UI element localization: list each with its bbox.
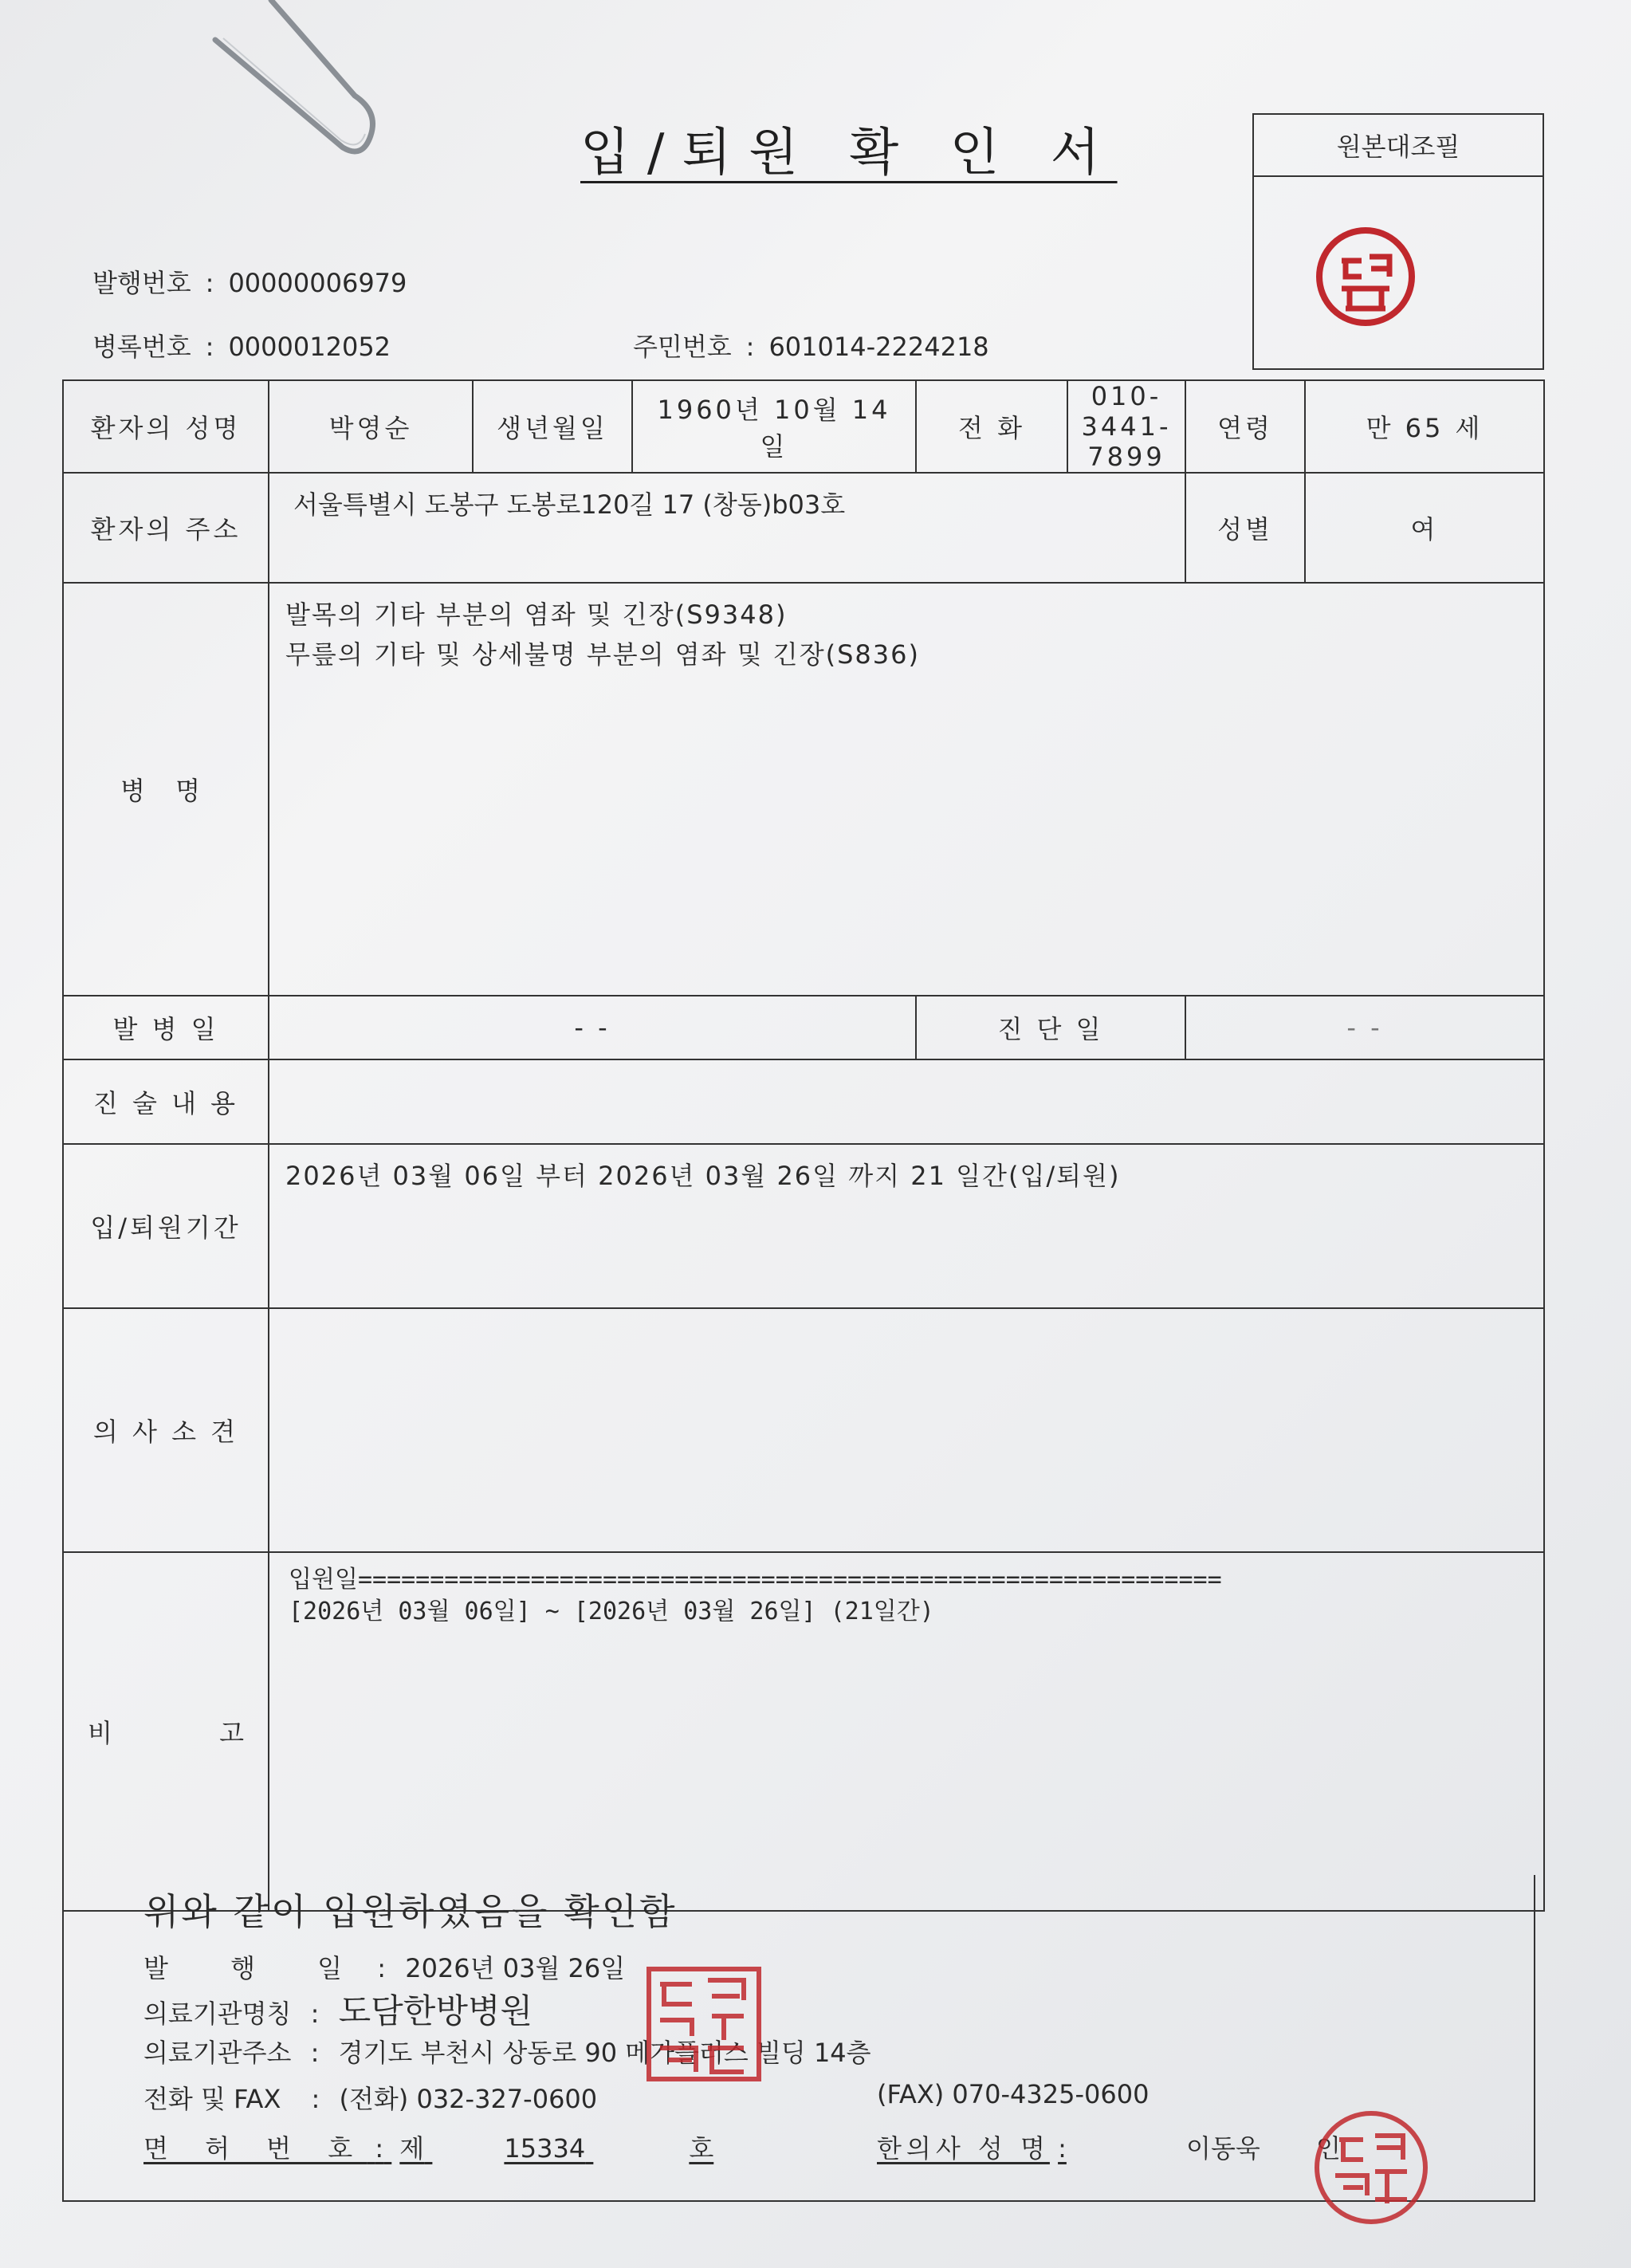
patient-name: 박영순 xyxy=(269,380,473,473)
diagnosis-date-label: 진 단 일 xyxy=(916,996,1185,1059)
colon: : xyxy=(311,2084,320,2114)
doctor-seal-icon xyxy=(1311,2108,1431,2227)
issue-date-label: 발 행 일 xyxy=(143,1953,370,1983)
doctor-line xyxy=(877,2128,1341,2165)
colon: : xyxy=(377,1953,387,1983)
institution-seal-icon xyxy=(644,1964,764,2084)
license-suffix: 호 xyxy=(689,2133,714,2164)
institution-address-label: 의료기관주소 xyxy=(143,2038,292,2068)
remarks-label xyxy=(63,1552,269,1911)
resident-number-value: 601014-2224218 xyxy=(768,332,989,362)
institution-address: 경기도 부천시 상동로 90 메가플러스 빌딩 14층 xyxy=(338,2038,871,2068)
institution-name-label: 의료기관명칭 xyxy=(143,1999,292,2029)
opinion-value xyxy=(269,1308,1544,1552)
license-line xyxy=(143,2128,713,2165)
colon: : xyxy=(310,1999,320,2029)
confirmation-footer xyxy=(62,1875,1535,2202)
age-value: 만 65 세 xyxy=(1305,380,1544,473)
colon: : xyxy=(745,332,755,362)
fax-value: (FAX) 070-4325-0600 xyxy=(877,2079,1150,2109)
address-value: 서울특별시 도봉구 도봉로120길 17 (창동)b03호 xyxy=(269,473,1185,583)
resident-number-label: 주민번호 xyxy=(633,332,732,362)
verification-box-header: 원본대조필 xyxy=(1254,115,1543,177)
sex-label: 성별 xyxy=(1185,473,1305,583)
colon: : xyxy=(205,268,214,298)
phone-value: 010-3441-7899 xyxy=(1067,380,1185,473)
paperclip-icon xyxy=(199,0,391,159)
period-label: 입/퇴원기간 xyxy=(63,1144,269,1308)
colon: : xyxy=(1058,2133,1067,2164)
remarks-value xyxy=(269,1552,1544,1911)
opinion-label: 의 사 소 견 xyxy=(63,1308,269,1552)
onset-label: 발 병 일 xyxy=(63,996,269,1059)
issue-number-line xyxy=(92,263,407,300)
address-label: 환자의 주소 xyxy=(63,473,269,583)
birth-label: 생년월일 xyxy=(473,380,632,473)
doctor-label: 한의사 성 명 xyxy=(877,2133,1050,2164)
patient-name-label: 환자의 성명 xyxy=(63,380,269,473)
issue-number-label: 발행번호 xyxy=(92,268,191,298)
diagnosis-line-1: 발목의 기타 부분의 염좌 및 긴장(S9348) xyxy=(285,599,788,630)
resident-number-line xyxy=(633,327,989,364)
colon: : xyxy=(375,2133,384,2164)
sex-value: 여 xyxy=(1305,473,1544,583)
diagnosis-date-value: - - xyxy=(1185,996,1544,1059)
phone-label: 전 화 xyxy=(916,380,1067,473)
remarks-label-1: 비 xyxy=(88,1718,112,1748)
admission-form-table xyxy=(62,379,1545,1912)
diagnosis-line-2: 무릎의 기타 및 상세불명 부분의 염좌 및 긴장(S836) xyxy=(285,639,920,670)
issue-date-line xyxy=(143,1948,625,1985)
doctor-seal-mark: 인 xyxy=(1315,2133,1341,2164)
diagnosis-label-text: 병 명 xyxy=(120,776,211,806)
statement-label: 진 술 내 용 xyxy=(63,1059,269,1144)
issue-number-value: 00000006979 xyxy=(228,268,407,298)
license-prefix: 제 xyxy=(399,2133,425,2164)
colon: : xyxy=(310,2038,320,2068)
colon: : xyxy=(205,332,214,362)
verification-seal-icon xyxy=(1314,225,1417,328)
remarks-label-2: 고 xyxy=(219,1718,244,1748)
institution-name-line xyxy=(143,1985,533,2033)
diagnosis-label xyxy=(63,583,269,996)
confirmation-statement: 위와 같이 입원하였음을 확인함 xyxy=(143,1890,678,1933)
remarks-line-2: [2026년 03월 06일] ~ [2026년 03월 26일] (21일간) xyxy=(289,1598,934,1625)
tel-label: 전화 및 FAX xyxy=(143,2084,281,2114)
diagnosis-value xyxy=(269,583,1544,996)
statement-value xyxy=(269,1059,1544,1144)
remarks-line-1: 입원일============================================================ xyxy=(289,1566,1222,1594)
record-number-line xyxy=(92,327,391,364)
age-label: 연령 xyxy=(1185,380,1305,473)
tel-value: (전화) 032-327-0600 xyxy=(339,2084,598,2114)
doctor-name: 이동욱 xyxy=(1186,2133,1260,2164)
document-title: 입/퇴원 확 인 서 xyxy=(580,124,1118,183)
record-number-label: 병록번호 xyxy=(92,332,191,362)
issue-date-value: 2026년 03월 26일 xyxy=(405,1953,626,1983)
period-value: 2026년 03월 06일 부터 2026년 03월 26일 까지 21 일간(입/퇴원) xyxy=(269,1144,1544,1308)
original-verification-box xyxy=(1252,113,1544,370)
institution-name: 도담한방병원 xyxy=(338,1991,533,2030)
onset-value: - - xyxy=(269,996,916,1059)
record-number-value: 0000012052 xyxy=(228,332,391,362)
license-number: 15334 xyxy=(504,2133,586,2164)
birth-value: 1960년 10월 14일 xyxy=(632,380,916,473)
tel-line xyxy=(143,2079,597,2116)
license-label: 면 허 번 호 xyxy=(143,2133,367,2164)
